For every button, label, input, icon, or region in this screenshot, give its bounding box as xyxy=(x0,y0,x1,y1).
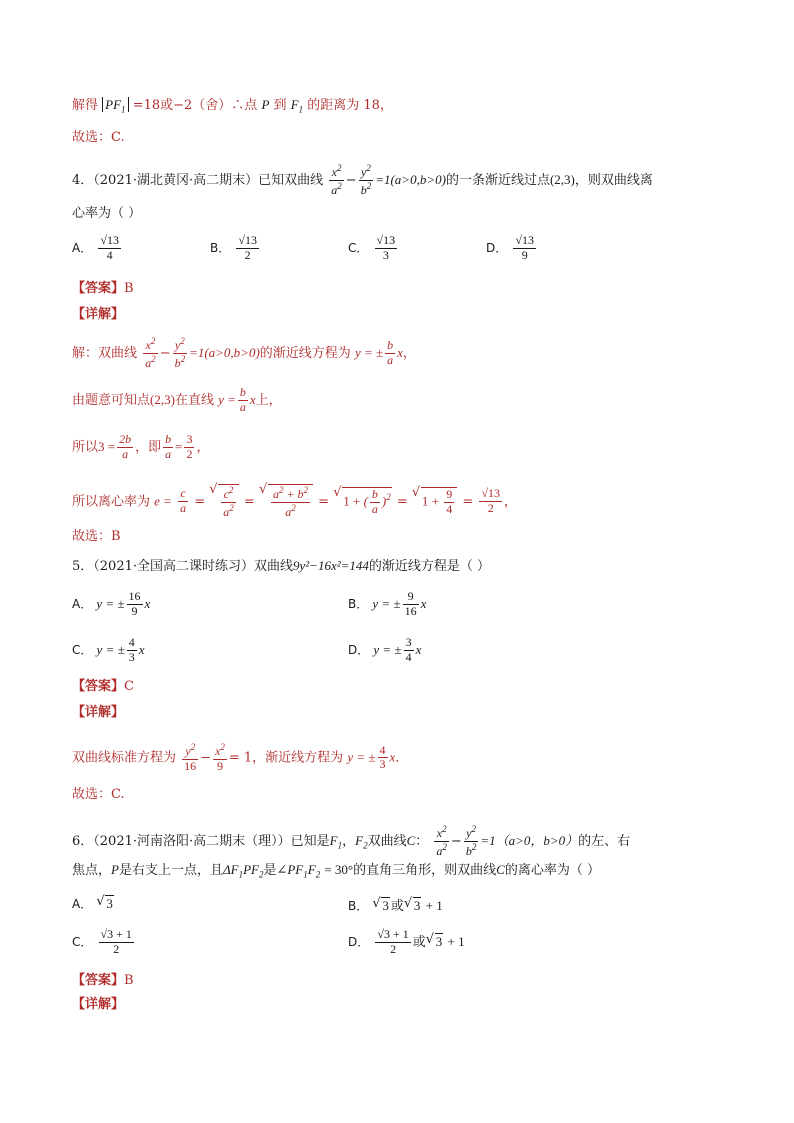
option-label: A． xyxy=(72,240,93,255)
solution-line: 解：双曲线 $\frac{x^2}{a^2}$ − $\frac{y^2}{b^2}$ =1(a>0,b>0)的渐近线方程为 y = ± $\frac{b}{a}$ x， xyxy=(72,336,416,370)
var-x: x xyxy=(249,391,256,407)
option-d[interactable]: D． y = ± $\frac{3}{4}$ x xyxy=(348,635,422,664)
detail-tag: 【详解】 xyxy=(72,705,125,720)
fraction: $\frac{x^2}{9}$ xyxy=(215,742,225,773)
text: =18或−2（舍）∴点 xyxy=(132,98,258,113)
text: = 1，渐近线方程为 xyxy=(228,750,344,766)
option-a[interactable] xyxy=(72,895,115,912)
question-number: 6． xyxy=(72,833,94,849)
option-label: B． xyxy=(348,899,369,913)
option-d[interactable]: D． $\frac{√3 + 1}{2}$ 或√ 3 + 1 xyxy=(348,928,465,957)
fraction: $\frac{b}{a}$ xyxy=(387,338,394,367)
question-6-stem: 6．（2021·河南洛阳·高二期末（理））已知是$F_1$，$F_2$双曲线C： $\frac{x^2}{a^2}$ − $\frac{y^2}{b^2}$ =1（a>0，b>0）的左、右 xyxy=(72,824,631,858)
text: ： xyxy=(415,833,429,849)
point-p: P xyxy=(261,97,270,112)
text: 由题意可知点 xyxy=(72,392,151,408)
option-value: $\frac{√13}{9}$ xyxy=(515,233,534,262)
f1: $F_1$ xyxy=(329,832,343,851)
text: 的距离为 18， xyxy=(307,98,393,113)
curve-c: C xyxy=(406,832,416,848)
detail-tag: 【详解】 xyxy=(72,997,125,1012)
angle: $\angle PF_1F_2$ xyxy=(276,862,321,880)
text: 双曲线标准方程为 xyxy=(72,750,177,766)
question-number: 4． xyxy=(72,172,94,188)
text: 的离心率为（ ） xyxy=(504,863,600,878)
fraction: $\frac{b}{a}$ xyxy=(239,385,246,414)
text: 或 xyxy=(412,934,426,950)
option-label: A． xyxy=(72,897,93,911)
option-a[interactable]: A． y = ± $\frac{16}{9}$ x xyxy=(72,589,151,618)
fraction: $\frac{x^2}{a^2}$ xyxy=(331,163,342,197)
option-value: $\frac{16}{9}$ xyxy=(128,589,141,618)
answer-line xyxy=(72,680,134,693)
option-c[interactable] xyxy=(72,928,136,957)
f2: $F_2$ xyxy=(355,832,368,851)
option-label: B． xyxy=(348,596,369,611)
text: 到 xyxy=(273,98,287,113)
text: ， xyxy=(196,439,210,455)
question-number: 5． xyxy=(72,559,94,574)
var-x: x xyxy=(389,749,396,765)
text: 焦点， xyxy=(72,863,112,878)
option-value: √ 3 xyxy=(372,897,390,914)
conclusion: 故选：B xyxy=(72,529,121,544)
option-value: √ 3 xyxy=(96,895,114,912)
fraction: $\frac{3}{2}$ xyxy=(186,432,193,461)
text: 的渐近线方程是（ ） xyxy=(368,559,491,574)
answer-value: B xyxy=(124,973,134,988)
option-label: D． xyxy=(348,642,370,657)
text: 上， xyxy=(255,392,282,408)
text: 所以 xyxy=(72,439,99,455)
triangle: $\Delta F_1PF_2$ xyxy=(222,862,264,880)
text: 所以离心率为 xyxy=(72,494,151,510)
option-value: $\frac{3}{4}$ xyxy=(405,635,412,664)
answer-tag: 【答案】 xyxy=(72,281,125,296)
fraction: $\frac{y^2}{b^2}$ xyxy=(465,824,477,858)
option-value: $\frac{√13}{2}$ xyxy=(238,233,257,262)
text: ． xyxy=(395,750,409,766)
fraction: $\frac{c}{a}$ xyxy=(180,486,187,516)
text: 的左、右 xyxy=(578,833,631,849)
fraction: $\frac{b}{a}$ xyxy=(165,432,172,461)
text: 解：双曲线 xyxy=(72,345,138,361)
option-value: √ 3 xyxy=(426,933,444,950)
option-b[interactable]: B． √ 3 或√ 3 + 1 xyxy=(348,895,443,914)
f1: $F_1$ xyxy=(290,97,304,115)
question-source: （2021·全国高二课时练习） xyxy=(93,559,254,574)
equation: 9y²−16x²=144 xyxy=(293,558,369,573)
curve-c: C xyxy=(496,862,505,877)
point: (2,3) xyxy=(150,391,175,407)
question-5-stem xyxy=(72,559,490,573)
sqrt: √ $\frac{c^2}{a^2}$ xyxy=(209,484,239,520)
expr: y = ± xyxy=(354,344,384,360)
option-prefix: y = ± xyxy=(373,641,402,657)
solution-line xyxy=(72,98,393,115)
text: ， xyxy=(402,345,416,361)
sqrt: √ 1 + $\frac{9}{4}$ xyxy=(412,487,457,517)
option-value: $\frac{9}{16}$ xyxy=(404,589,417,618)
answer-value: B xyxy=(124,281,134,296)
text: 解得 xyxy=(72,98,99,113)
fraction: $\frac{y^2}{b^2}$ xyxy=(360,163,372,197)
eccentricity-chain: e = xyxy=(154,493,172,509)
fraction: $\frac{x^2}{a^2}$ xyxy=(145,336,156,370)
var-x: x xyxy=(397,344,403,360)
text: 已知是 xyxy=(290,833,330,849)
option-value: $\frac{√13}{4}$ xyxy=(100,233,119,262)
expr: y = xyxy=(218,391,236,407)
solution-line: 所以离心率为 e = $\frac{c}{a}$ = √ $\frac{c^2}{a^2}$ = √ $\frac{a^2 + b^2}{a^2}$ = √ 1 + ( $\frac{b}{a}$ )$^2$ = √ 1 + $\frac{9}{4}$ = $\frac{√13}{2}$ ， xyxy=(72,484,517,520)
fraction: $\frac{x^2}{a^2}$ xyxy=(436,824,447,858)
question-source: （2021·湖北黄冈·高二期末） xyxy=(93,172,259,188)
detail-tag: 【详解】 xyxy=(72,307,125,322)
text: 的渐近线方程为 xyxy=(259,345,351,361)
solution-line xyxy=(72,433,209,462)
option-c[interactable]: C． y = ± $\frac{4}{3}$ x xyxy=(72,635,145,664)
conclusion: 故选：C. xyxy=(72,130,125,145)
fraction: $\frac{√13}{2}$ xyxy=(481,486,501,516)
abs-pf1: $PF_1$ xyxy=(102,97,128,112)
option-value: $\frac{4}{3}$ xyxy=(128,635,135,664)
option-label: C． xyxy=(72,642,93,657)
condition: =1（a>0，b>0） xyxy=(480,832,579,848)
option-prefix: y = ± xyxy=(96,641,125,657)
option-label: D． xyxy=(348,934,370,949)
text: 是右支上一点，且 xyxy=(118,863,223,878)
answer-tag: 【答案】 xyxy=(72,679,125,694)
option-label: A． xyxy=(72,596,93,611)
question-6-stem-line2 xyxy=(72,863,600,880)
option-d[interactable] xyxy=(486,234,538,263)
text: 的直角三角形，则双曲线 xyxy=(353,863,497,878)
option-value: $\frac{√13}{3}$ xyxy=(376,233,396,262)
option-label: D． xyxy=(486,240,508,255)
text: ， xyxy=(504,494,518,510)
fraction: $\frac{4}{3}$ xyxy=(379,742,386,772)
question-4-stem: 4．（2021·湖北黄冈·高二期末）已知双曲线 $\frac{x^2}{a^2}$ − $\frac{y^2}{b^2}$ =1(a>0,b>0)的一条渐近线过点(2,3)，则双曲线离 xyxy=(72,163,653,197)
fraction: $\frac{2b}{a}$ xyxy=(119,432,132,461)
option-a[interactable] xyxy=(72,234,123,263)
option-prefix: y = ± xyxy=(372,595,401,611)
text: 的一条渐近线过点 xyxy=(445,172,550,188)
option-value: $\frac{√3 + 1}{2}$ xyxy=(377,927,409,956)
point-p: P xyxy=(111,862,119,877)
text: 已知双曲线 xyxy=(258,172,324,188)
answer-line xyxy=(72,282,134,295)
option-label: C． xyxy=(348,240,369,255)
option-value: √ 3 xyxy=(404,897,422,914)
answer-line xyxy=(72,974,134,987)
text: 是 xyxy=(263,863,277,878)
option-label: B． xyxy=(210,240,231,255)
text: 双曲线 xyxy=(367,833,407,849)
text: 双曲线 xyxy=(254,559,294,574)
fraction: $\frac{y^2}{b^2}$ xyxy=(174,336,186,370)
sqrt: √ $\frac{a^2 + b^2}{a^2}$ xyxy=(259,484,313,520)
option-prefix: y = ± xyxy=(96,595,125,611)
question-4-stem-line2: 心率为（ ） xyxy=(72,206,142,221)
text: 在直线 xyxy=(174,392,214,408)
answer-value: C xyxy=(124,679,134,694)
condition: =1(a>0,b>0) xyxy=(375,171,446,187)
option-value: $\frac{√3 + 1}{2}$ xyxy=(100,927,132,956)
text: 或 xyxy=(390,899,404,914)
option-label: C． xyxy=(72,934,93,949)
expr: = xyxy=(175,438,183,454)
conclusion: 故选：C. xyxy=(72,787,125,802)
expr: 3 = xyxy=(98,438,116,454)
question-source: （2021·河南洛阳·高二期末（理）） xyxy=(93,833,291,849)
condition: =1(a>0,b>0) xyxy=(189,344,260,360)
option-b[interactable]: B． y = ± $\frac{9}{16}$ x xyxy=(348,589,427,618)
answer-tag: 【答案】 xyxy=(72,973,125,988)
expr: y = ± xyxy=(347,749,376,765)
solution-line: 双曲线标准方程为 $\frac{y^2}{16}$ − $\frac{x^2}{9}$ = 1，渐近线方程为 y = ± $\frac{4}{3}$ x． xyxy=(72,742,409,773)
option-b[interactable] xyxy=(210,234,261,263)
option-c[interactable] xyxy=(348,234,399,263)
solution-line xyxy=(72,386,282,415)
fraction: $\frac{y^2}{16}$ xyxy=(184,742,197,773)
text: ，即 xyxy=(135,439,162,455)
sqrt: √ 1 + ( $\frac{b}{a}$ )$^2$ xyxy=(333,487,392,517)
text: ，则双曲线离 xyxy=(574,172,653,188)
angle-value: = 30° xyxy=(324,862,354,877)
point: (2,3) xyxy=(549,171,575,187)
